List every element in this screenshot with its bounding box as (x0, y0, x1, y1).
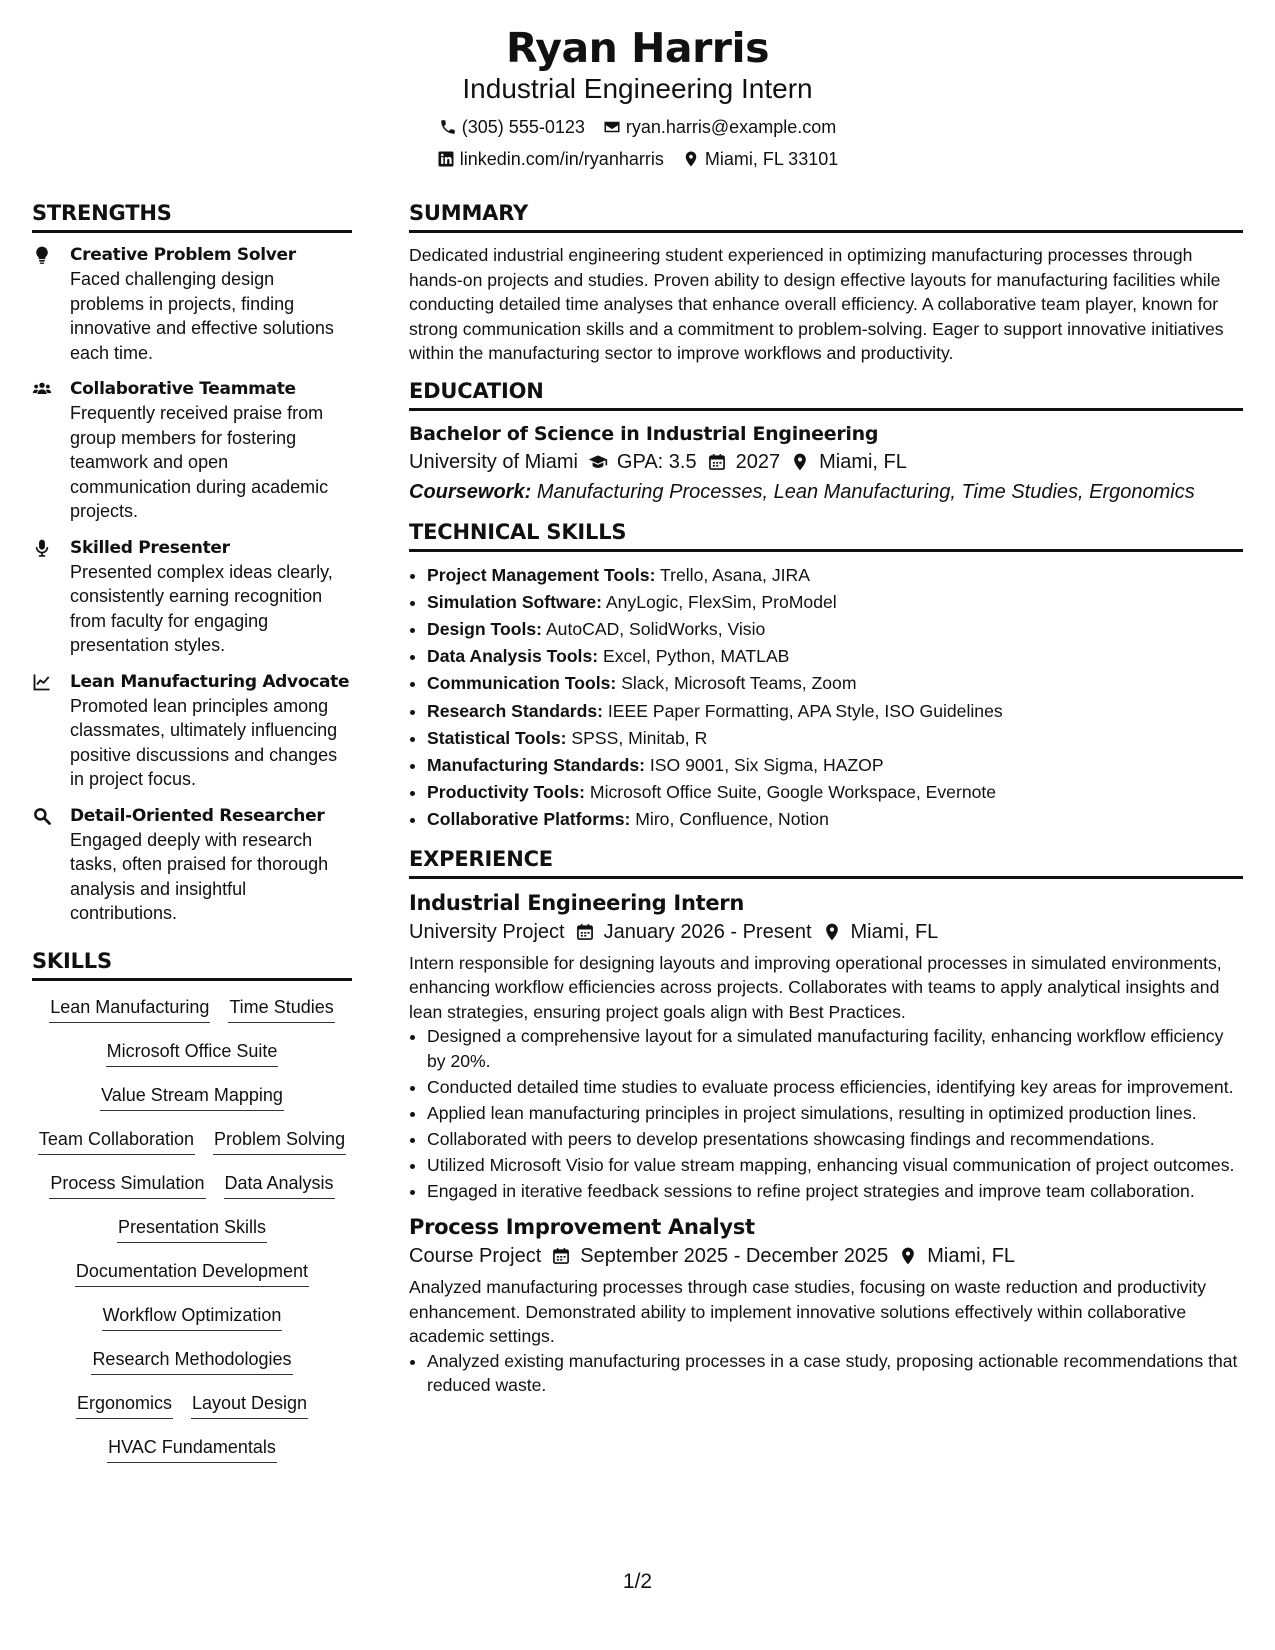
map-pin-icon (790, 452, 810, 472)
phone-text: (305) 555-0123 (461, 117, 585, 137)
gpa-text: GPA: 3.5 (616, 450, 697, 473)
skills-list (32, 991, 352, 1463)
map-pin-icon (682, 150, 700, 168)
tech-label: Productivity Tools: (427, 782, 586, 803)
strength-item (32, 670, 352, 792)
tech-value: Miro, Confluence, Notion (635, 809, 829, 830)
tech-label: Communication Tools: (427, 673, 617, 694)
email-text: ryan.harris@example.com (625, 117, 837, 137)
list-item: • Engaged in iterative feedback sessions to refine project strategies and improve team collaboration. (427, 1179, 1243, 1204)
microphone-icon (32, 538, 52, 558)
skill-tag: Process Simulation (49, 1171, 205, 1199)
tech-value: Microsoft Office Suite, Google Workspace, Evernote (589, 782, 997, 803)
job-meta (409, 917, 1243, 947)
job-location: Miami, FL (850, 920, 939, 943)
job-location: Miami, FL (927, 1245, 1016, 1268)
education-heading: EDUCATION (409, 378, 1243, 411)
tech-label: Collaborative Platforms: (427, 809, 631, 830)
skill-tag: Microsoft Office Suite (106, 1039, 279, 1067)
tech-value: AutoCAD, SolidWorks, Visio (545, 618, 766, 639)
location-text: Miami, FL 33101 (704, 149, 839, 169)
job-entry (409, 889, 1243, 1204)
calendar-icon (551, 1246, 571, 1266)
search-icon (32, 806, 52, 826)
job-dates: September 2025 - December 2025 (580, 1245, 889, 1268)
skill-tag: Research Methodologies (91, 1347, 292, 1375)
skill-tag: Workflow Optimization (102, 1303, 283, 1331)
tech-label: Design Tools: (427, 618, 543, 639)
list-item (427, 643, 1243, 670)
coursework-list: Manufacturing Processes, Lean Manufacturing, Time Studies, Ergonomics (536, 480, 1195, 503)
job-summary: Analyzed manufacturing processes through case studies, focusing on waste reduction and productivity enhancement. Demonstrated ability to implement innovative solutions effectively within collaborative academic settings. (409, 1277, 1207, 1347)
contact-row-2 (0, 148, 1275, 170)
strength-desc: Promoted lean principles among classmates, ultimately influencing positive discussions and changes in project focus. (70, 695, 338, 789)
job-entry (409, 1213, 1243, 1398)
list-item (427, 589, 1243, 616)
list-item: • Utilized Microsoft Visio for value stream mapping, enhancing visual communication of project outcomes. (427, 1153, 1243, 1178)
strength-desc: Faced challenging design problems in projects, finding innovative and effective solutions each time. (70, 269, 334, 363)
chart-line-icon (32, 672, 52, 692)
skill-tag: Lean Manufacturing (49, 995, 210, 1023)
tech-value: SPSS, Minitab, R (571, 727, 708, 748)
envelope-icon (603, 118, 621, 136)
map-pin-icon (898, 1246, 918, 1266)
contact-location (682, 148, 838, 170)
contact-email[interactable] (603, 116, 836, 138)
tech-value: Slack, Microsoft Teams, Zoom (621, 673, 857, 694)
list-item (427, 616, 1243, 643)
job-org: Course Project (409, 1245, 542, 1268)
contact-row-1 (0, 116, 1275, 138)
calendar-icon (707, 452, 727, 472)
job-org: University Project (409, 920, 565, 943)
coursework (409, 477, 1243, 507)
school-name: University of Miami (409, 450, 578, 473)
skill-tag: Presentation Skills (117, 1215, 267, 1243)
linkedin-text: linkedin.com/in/ryanharris (459, 149, 664, 169)
tech-label: Manufacturing Standards: (427, 754, 645, 775)
strengths-heading: STRENGTHS (32, 200, 352, 233)
skill-tag: Layout Design (191, 1391, 308, 1419)
skill-tag: Value Stream Mapping (100, 1083, 284, 1111)
skills-heading: SKILLS (32, 948, 352, 981)
list-item (427, 562, 1243, 589)
job-meta (409, 1241, 1243, 1271)
tech-label: Project Management Tools: (427, 564, 656, 585)
school-location: Miami, FL (819, 450, 907, 473)
strength-desc: Presented complex ideas clearly, consistently earning recognition from faculty for engaging presentation styles. (70, 561, 333, 655)
experience-heading: EXPERIENCE (409, 846, 1243, 879)
tech-value: ISO 9001, Six Sigma, HAZOP (649, 754, 884, 775)
education-meta (409, 447, 1243, 477)
list-item (427, 752, 1243, 779)
strength-item (32, 377, 352, 524)
tech-value: IEEE Paper Formatting, APA Style, ISO Guidelines (607, 700, 1003, 721)
tech-value: Trello, Asana, JIRA (660, 564, 810, 585)
list-item (427, 806, 1243, 833)
coursework-label: Coursework: (409, 480, 532, 503)
graduation-cap-icon (588, 452, 608, 472)
technical-skills-heading: TECHNICAL SKILLS (409, 519, 1243, 552)
tech-label: Statistical Tools: (427, 727, 567, 748)
left-column (32, 200, 352, 1463)
strength-title: Skilled Presenter (70, 537, 230, 558)
technical-skills-list (409, 562, 1243, 834)
strength-desc: Frequently received praise from group members for fostering teamwork and open communication during academic projects. (70, 403, 329, 521)
lightbulb-icon (32, 245, 52, 265)
contact-phone[interactable] (439, 116, 585, 138)
skill-tag: Documentation Development (75, 1259, 309, 1287)
right-column (409, 200, 1243, 1399)
list-item (427, 698, 1243, 725)
contact-linkedin[interactable] (437, 148, 664, 170)
strength-item (32, 536, 352, 658)
page-number: 1/2 (622, 1570, 653, 1593)
list-item: • Applied lean manufacturing principles in project simulations, resulting in optimized production lines. (427, 1101, 1243, 1126)
strength-title: Creative Problem Solver (70, 245, 296, 265)
list-item: • Conducted detailed time studies to evaluate process efficiencies, identifying key areas for improvement. (427, 1075, 1243, 1100)
tech-label: Data Analysis Tools: (427, 646, 599, 667)
degree-title: Bachelor of Science in Industrial Engineering (409, 422, 879, 445)
list-item (427, 670, 1243, 697)
strength-title: Collaborative Teammate (70, 379, 296, 399)
strength-desc: Engaged deeply with research tasks, often praised for thorough analysis and insightful contributions. (70, 829, 329, 923)
grad-year: 2027 (735, 450, 781, 473)
job-bullets (409, 1349, 1243, 1398)
candidate-headline: Industrial Engineering Intern (462, 73, 813, 104)
strength-title: Detail-Oriented Researcher (70, 805, 325, 826)
list-item (427, 779, 1243, 806)
users-icon (32, 379, 52, 399)
list-item: • Designed a comprehensive layout for a simulated manufacturing facility, enhancing workflow efficiency by 20%. (427, 1024, 1243, 1073)
list-item: • Analyzed existing manufacturing processes in a case study, proposing actionable recommendations that reduced waste. (427, 1349, 1243, 1398)
tech-value: AnyLogic, FlexSim, ProModel (605, 591, 837, 612)
skill-tag: Time Studies (228, 995, 334, 1023)
strength-title: Lean Manufacturing Advocate (70, 671, 350, 692)
job-summary: Intern responsible for designing layouts and improving operational processes in simulated environments, enhancing workflow efficiencies across projects. Collaborates with teams to apply analytical insights and lean strategies, ensuring project goals align with Best Practices. (409, 952, 1222, 1022)
tech-label: Research Standards: (427, 700, 604, 721)
summary-text: Dedicated industrial engineering student experienced in optimizing manufacturing processes through hands-on projects and studies. Proven ability to design effective layouts for manufacturing facilities while conducting detailed time analyses that enhance overall efficiency. A collaborative team player, known for strong communication skills and a commitment to problem-solving. Eager to support innovative initiatives within the manufacturing sector to improve workflows and productivity. (409, 245, 1224, 363)
map-pin-icon (822, 922, 842, 942)
job-role: Industrial Engineering Intern (409, 890, 744, 915)
candidate-name: Ryan Harris (506, 24, 769, 72)
tech-value: Excel, Python, MATLAB (602, 646, 790, 667)
job-dates: January 2026 - Present (603, 920, 812, 943)
phone-icon (439, 118, 457, 136)
linkedin-icon (437, 150, 455, 168)
calendar-icon (575, 922, 595, 942)
skill-tag: HVAC Fundamentals (107, 1435, 277, 1463)
job-bullets (409, 1024, 1243, 1203)
list-item (427, 725, 1243, 752)
job-role: Process Improvement Analyst (409, 1215, 755, 1240)
skill-tag: Team Collaboration (38, 1127, 195, 1155)
skill-tag: Problem Solving (213, 1127, 346, 1155)
skill-tag: Data Analysis (224, 1171, 335, 1199)
skill-tag: Ergonomics (76, 1391, 173, 1419)
resume-header (0, 22, 1275, 170)
list-item: • Collaborated with peers to develop presentations showcasing findings and recommendations. (427, 1127, 1243, 1152)
summary-heading: SUMMARY (409, 200, 1243, 233)
tech-label: Simulation Software: (427, 591, 602, 612)
strength-item (32, 243, 352, 365)
strength-item (32, 804, 352, 926)
